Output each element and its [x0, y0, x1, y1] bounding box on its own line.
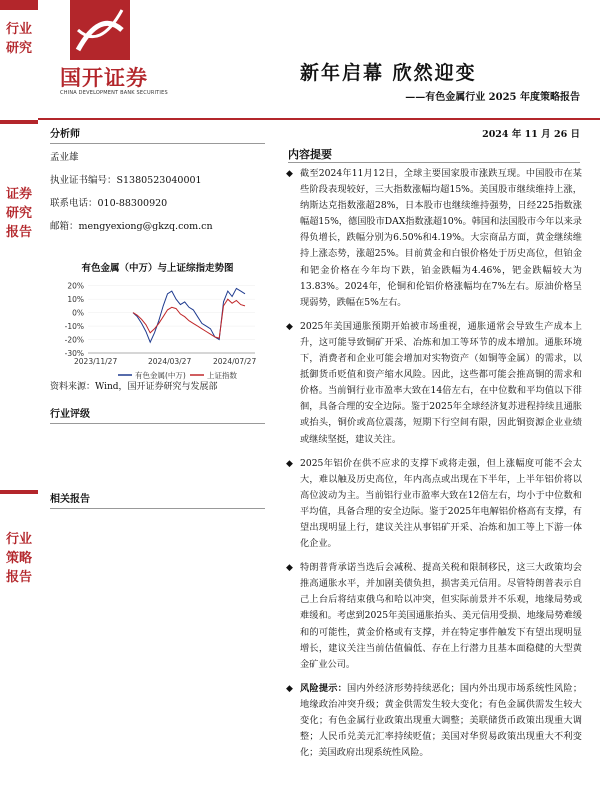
series-line	[133, 288, 245, 342]
risk-text	[300, 681, 582, 761]
risk-item	[286, 681, 582, 761]
rating-heading: 行业评级	[50, 409, 90, 420]
analyst-name: 孟业雄	[50, 152, 79, 163]
chart-title: 有色金属（中万）与上证综指走势图	[81, 263, 234, 274]
y-tick-label: -30%	[64, 349, 84, 358]
legend-label: 有色金属(中万)	[135, 371, 186, 380]
sidebar-label-mid: 证券研究报告	[6, 187, 33, 240]
analyst-phone: 联系电话：010-88300920	[50, 198, 168, 209]
sidebar	[0, 0, 38, 800]
sidebar-divider-2	[0, 490, 38, 494]
summary-item	[286, 456, 582, 553]
x-tick-label: 2024/03/27	[148, 357, 192, 366]
summary-text: 2025年美国通胀预期开始被市场重视，通胀通常会导致生产成本上升，这可能导致铜矿开采、冶炼和加工等环节的成本增加。通胀环境下，消费者和企业可能会增加对实物资产（如铜等金属）的需求，以抵御货币贬值和资产缩水风险。因此，这些都可能会推高铜的需求和价格。当前铜行业市盈率大致在14倍左右，在中位数和平均值以下徘徊，具备合理的安全边际。鉴于2025年全球经济复苏进程持续且通胀或抬头，铜价或高位震荡，短期下行空间有限，因此铜资源企业业绩或继续坚挺，建议关注。	[300, 320, 582, 445]
x-tick-label: 2024/07/27	[213, 357, 257, 366]
y-tick-label: 0%	[72, 308, 84, 318]
bullet-icon: ◆	[286, 683, 293, 694]
bullet-icon: ◆	[286, 563, 293, 574]
chart-svg	[50, 273, 265, 383]
logo-mark	[70, 0, 130, 60]
sidebar-label-bottom: 行业策略报告	[6, 532, 33, 585]
bullet-icon: ◆	[286, 321, 293, 332]
summary-item	[286, 560, 582, 673]
report-title: 新年启幕 欣然迎变	[300, 62, 477, 84]
summary-text: 2025年铝价在供不应求的支撑下或将走强，但上涨幅度可能不会太大，难以触及历史高位，年内高点或出现在下半年，上半年铝价将以高位波动为主。当前铝行业市盈率大致在12倍左右，均小于中位数和平均值，具备合理的安全边际。鉴于2025年电解铝价格高有支撑，有望出现明显上行，建议关注从事铝矿开采、冶炼和加工等上下游一体化企业。	[300, 457, 582, 550]
chart-source: 资料来源：Wind，国开证券研究与发展部	[50, 382, 218, 392]
legend-label: 上证指数	[207, 371, 237, 380]
analyst-cert: 执业证书编号：S1380523040001	[50, 175, 202, 186]
divider	[50, 508, 265, 509]
logo-text-en: CHINA DEVELOPMENT BANK SECURITIES	[60, 90, 168, 96]
sidebar-label-top: 行业研究	[6, 22, 33, 56]
risk-body: 国内外经济形势持续恶化；国内外出现市场系统性风险；地缘政治冲突升级；黄金供需发生较大变化；有色金属供需发生较大变化；有色金属行业政策出现重大调整；美联储货币政策出现重大调整；人民币兑美元汇率持续贬值；美国对华贸易政策出现重大不利变化；美国政府出现系统性风险。	[300, 682, 583, 759]
y-tick-label: 20%	[67, 281, 84, 291]
summary-list	[286, 166, 582, 769]
risk-prefix: 风险提示：	[300, 682, 348, 694]
sidebar-divider-1	[0, 120, 38, 124]
summary-text: 特朗普背承诺当选后会减税、提高关税和限制移民，这三大政策均会推高通胀水平，并加剧美债负担，损害美元信用。尽管特朗普表示自己上台后将结束俄乌和哈以冲突，但实际前景并不乐观，地缘局势或难缓和。考虑到2025年美国通胀抬头、美元信用受损、地缘局势难缓和的可能性，黄金价格或有支撑，并在特定事件触发下有望出现明显增长，建议关注当前估值偏低、存在上行潜力且基本面稳健的大型黄金矿业公司。	[300, 562, 582, 670]
bullet-icon: ◆	[286, 458, 293, 469]
summary-divider	[288, 162, 580, 163]
analyst-email: 邮箱：mengyexiong@gkzq.com.cn	[50, 221, 213, 232]
report-subtitle: ——有色金属行业 2025 年度策略报告	[405, 92, 580, 103]
x-tick-label: 2023/11/27	[74, 357, 118, 366]
related-heading: 相关报告	[50, 494, 90, 505]
related-section	[50, 490, 265, 512]
y-tick-label: -20%	[64, 335, 84, 345]
analyst-heading: 分析师	[50, 129, 80, 140]
logo-text-cn: 国开证券	[60, 66, 148, 90]
company-logo	[60, 0, 170, 112]
summary-item	[286, 319, 582, 448]
rating-section	[50, 405, 265, 427]
header-rule	[38, 118, 600, 120]
bullet-icon: ◆	[286, 169, 293, 179]
y-tick-label: -10%	[64, 322, 84, 332]
report-date: 2024 年 11 月 26 日	[482, 129, 580, 140]
summary-text: 截至2024年11月12日，全球主要国家股市涨跌互现。中国股市在某些阶段表现较好，三大指数涨幅均超15%。美国股市继续维持上涨，纳斯达克指数涨超28%，日本股市也继续维持强势，日经225指数涨幅超15%，德国股市DAX指数涨超10%。韩国和法国股市今年以来录得负增长，跌幅分别为6.50%和4.19%。大宗商品方面，黄金继续维持上涨态势，涨超25%。目前黄金和白银价格处于历史高位，但铂金和钯金价格在今年均下跌，铂金跌幅为4.46%，钯金跌幅较大为13.83%。2024年，伦铜和伦铝价格涨幅均在7%左右。原油价格呈现弱势，跌幅在5%左右。	[300, 168, 582, 308]
summary-heading: 内容提要	[288, 148, 332, 161]
price-chart	[50, 273, 265, 383]
divider	[50, 423, 265, 424]
series-line	[133, 299, 245, 338]
divider	[50, 143, 265, 144]
sidebar-band-top	[0, 0, 38, 10]
summary-item	[286, 166, 582, 311]
analyst-panel	[50, 125, 265, 232]
y-tick-label: 10%	[67, 295, 84, 305]
